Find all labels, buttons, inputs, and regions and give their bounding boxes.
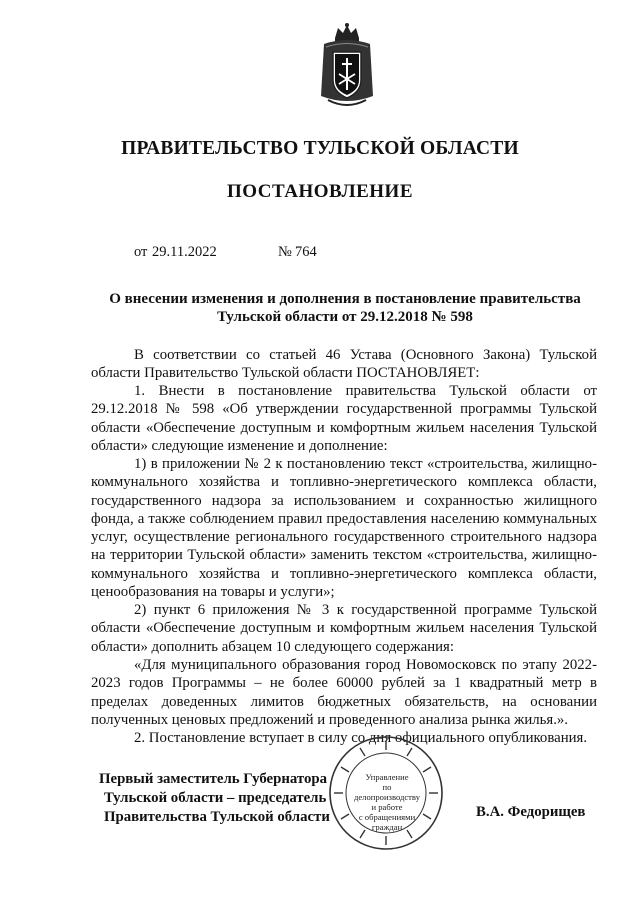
item-2-paragraph: 2. Постановление вступает в силу со дня официального опубликования.: [134, 730, 588, 746]
decree-number: 764: [295, 244, 317, 260]
item-1-paragraph: 1. Внести в постановление правительства Тульской области от 29.12.2018 № 598 «Об утверждении государственной программы Тульской области «Обеспечение доступным и комфортным жильем населения Тульской области» следующие изменение и дополнение:: [91, 383, 597, 454]
stamp-text: Управление по делопроизводству и работе с обращениями граждан: [353, 772, 420, 832]
signatory-position-line-2: Тульской области – председатель: [104, 790, 327, 806]
number-sign: №: [278, 244, 292, 260]
subitem-2-paragraph: 2) пункт 6 приложения № 3 к государственной программе Тульской области «Обеспечение доступным и комфортным жильем населения Тульской области» дополнить абзацем 10 следующего содержания:: [91, 602, 597, 655]
document-type: ПОСТАНОВЛЕНИЕ: [226, 181, 414, 202]
decree-subject: О внесении изменения и дополнения в постановление правительства Тульской области от 29.12.2018 № 598: [109, 291, 581, 325]
signatory-name: В.А. Федорищев: [476, 804, 586, 820]
government-title: ПРАВИТЕЛЬСТВО ТУЛЬСКОЙ ОБЛАСТИ: [121, 138, 519, 159]
date-prefix: от: [134, 244, 148, 260]
signatory-position-line-3: Правительства Тульской области: [104, 809, 330, 825]
decree-date: 29.11.2022: [152, 244, 217, 260]
preamble-paragraph: В соответствии со статьей 46 Устава (Основного Закона) Тульской области Правительство Тульской области ПОСТАНОВЛЯЕТ:: [91, 347, 597, 382]
subitem-1-paragraph: 1) в приложении № 2 к постановлению текст «строительства, жилищно-коммунального хозяйства и топливно-энергетического комплекса области, государственного надзора за использованием и сохранностью жилищного фонда, а также соблюдением правил предоставления населению коммунальных услуг, осуществление регионального государственного строительного надзора на территории Тульской области» заменить текстом «строительства, жилищно-коммунального хозяйства и топливно-энергетического комплекса области, ценообразования на товары и услуги»;: [91, 456, 597, 601]
quote-paragraph: «Для муниципального образования город Новомосковск по этапу 2022-2023 годов Программы – не более 60000 рублей за 1 квадратный метр в пределах доведенных лимитов бюджетных обязательств, на основании полученных ценовых предложений и проведенного анализа рынка жилья.».: [91, 657, 597, 728]
signatory-position-line-1: Первый заместитель Губернатора: [99, 771, 327, 787]
coat-of-arms-icon: [318, 22, 376, 110]
